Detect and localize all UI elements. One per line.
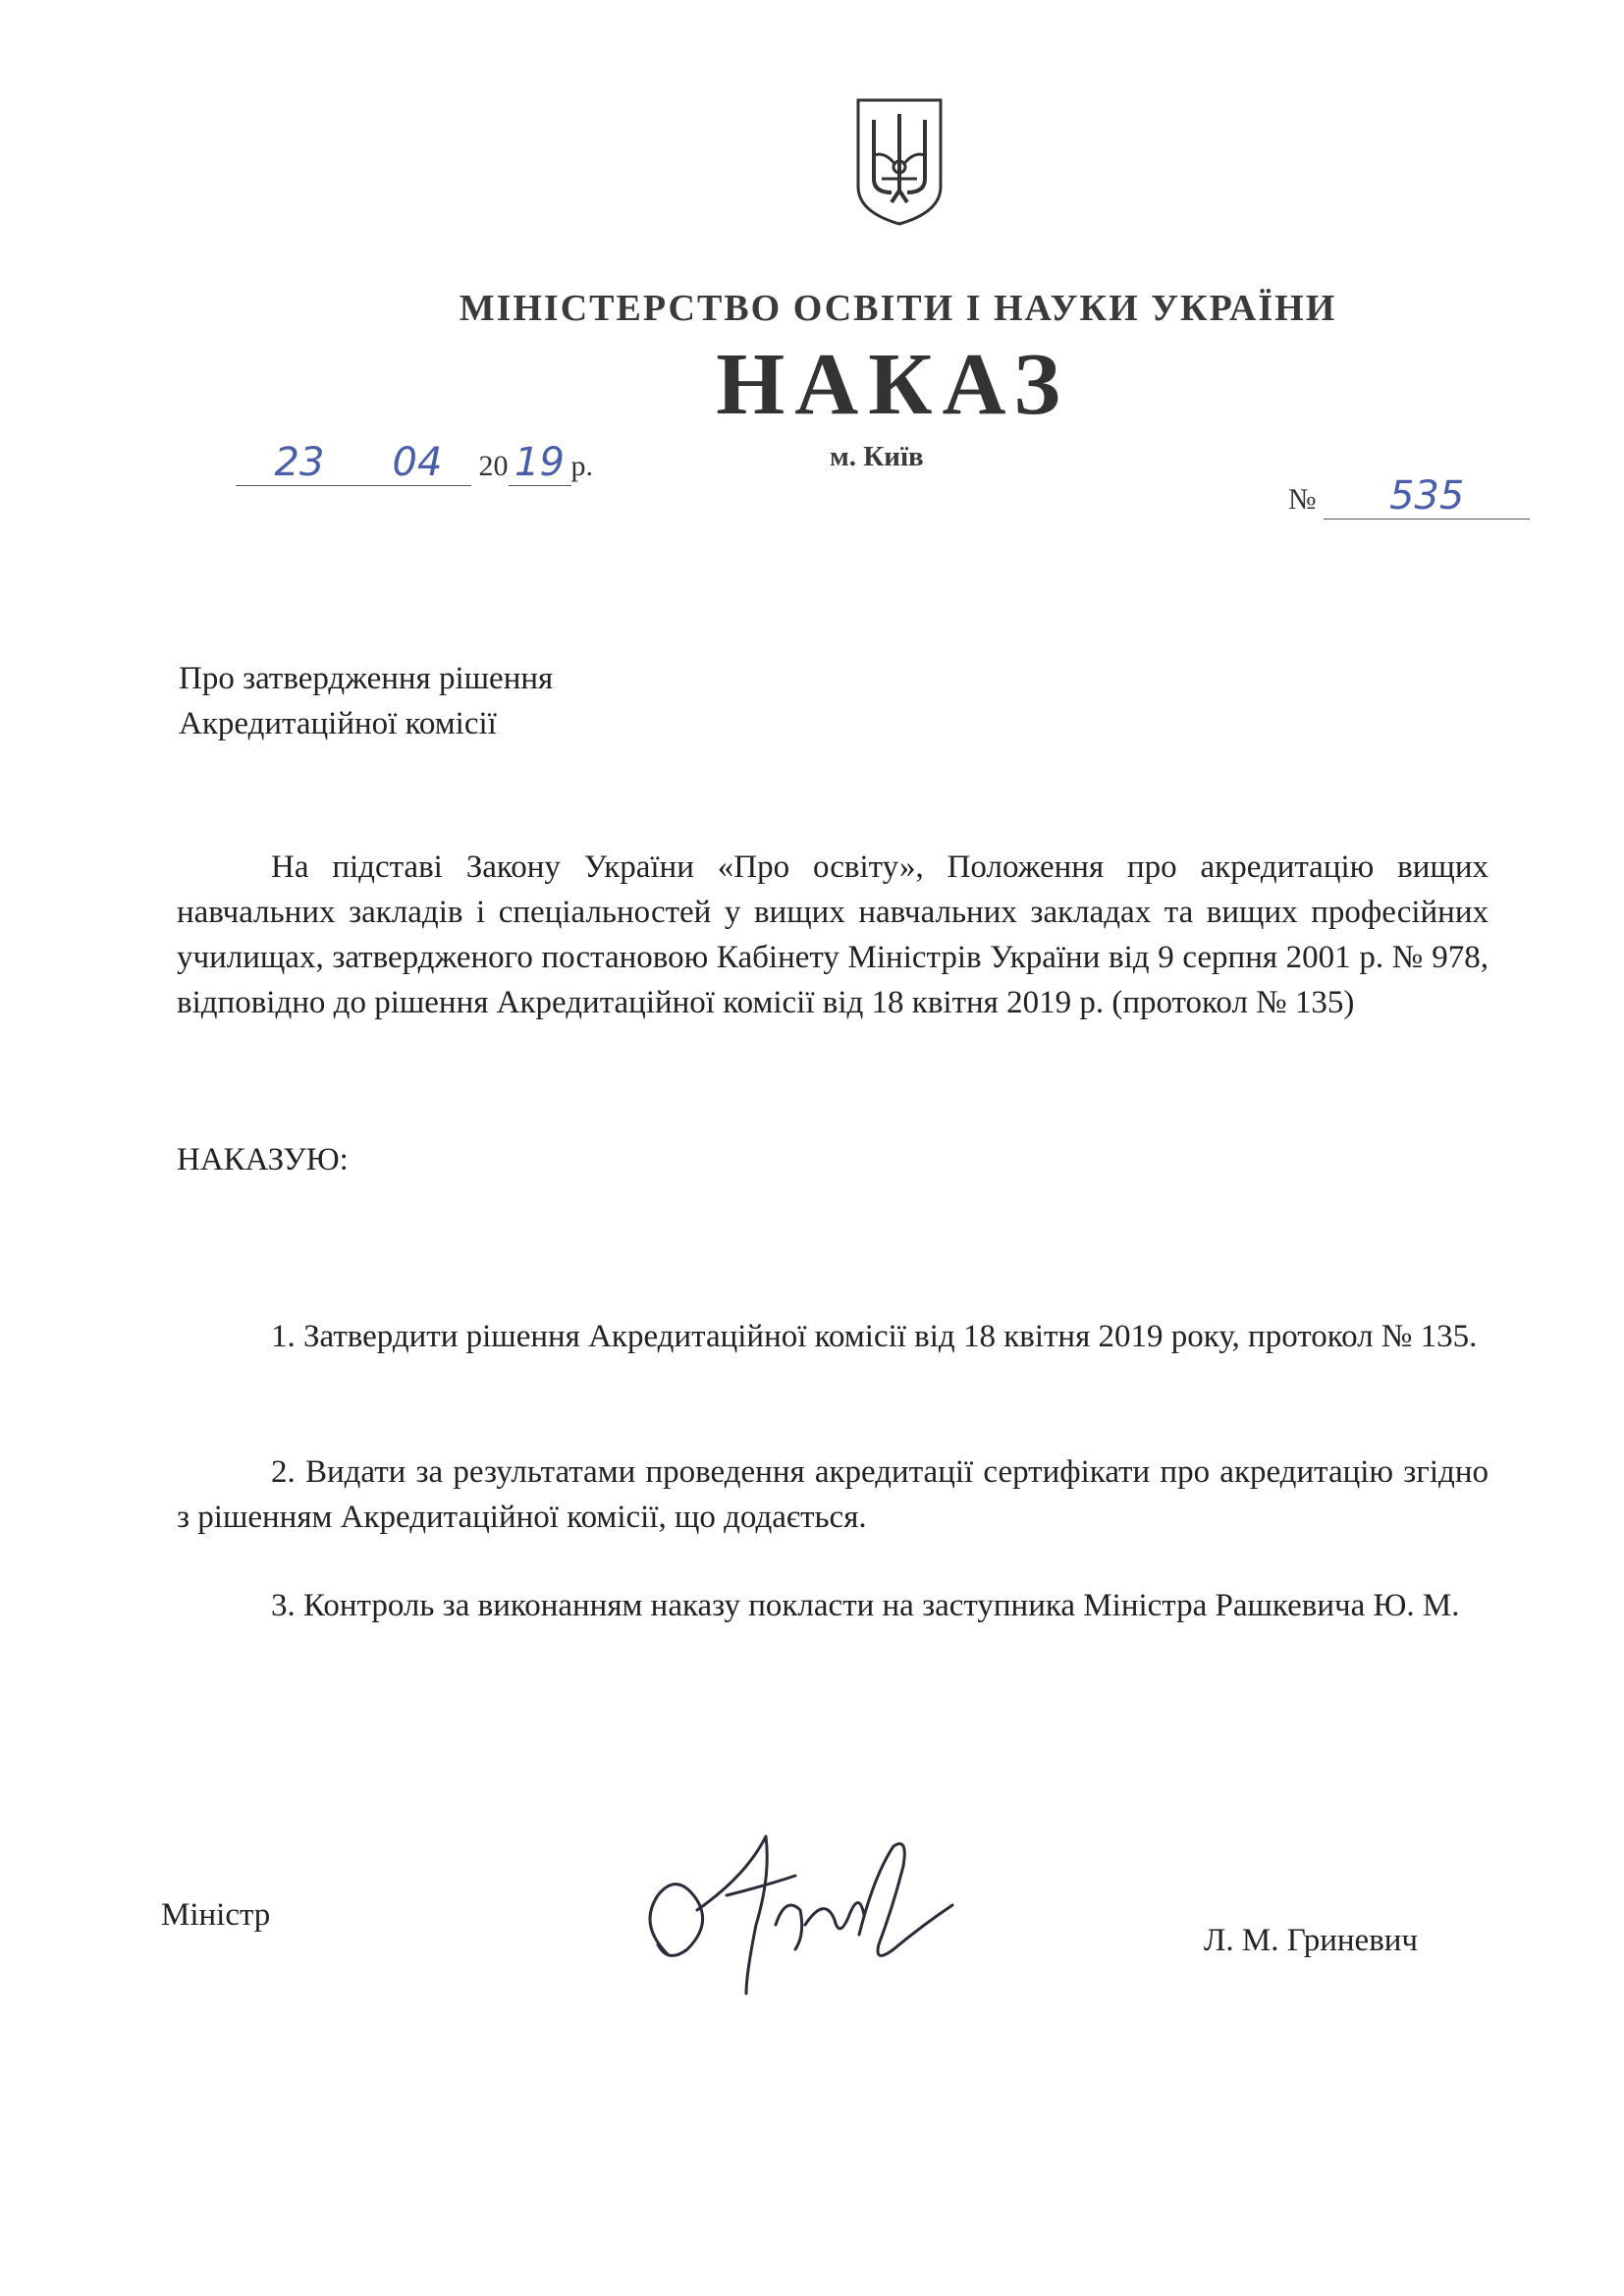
subject-line-1: Про затвердження рішення <box>179 661 554 696</box>
order-word: НАКАЗУЮ: <box>177 1142 349 1177</box>
date-line <box>236 440 593 486</box>
date-suffix: р. <box>570 450 593 482</box>
date-year: 19 <box>509 440 571 486</box>
subject-line-2: Акредитаційної комісії <box>179 706 497 741</box>
order-item-2: 2. Видати за результатами проведення акредитації сертифікати про акредитацію згідно з рішенням Акредитаційної комісії, що додається. <box>177 1454 1489 1535</box>
order-subject <box>179 656 553 746</box>
preamble-paragraph: На підставі Закону України «Про освіту», Положення про акредитацію вищих навчальних закладів і спеціальностей у вищих навчальних закладах та вищих професійних училищах, затвердженого постановою Кабінету Міністрів України від 9 серпня 2001 р. № 978, відповідно до рішення Акредитаційної комісії від 18 квітня 2019 р. (протокол № 135) <box>177 849 1489 1020</box>
handwritten-signature-icon <box>628 1817 1001 2013</box>
date-century: 20 <box>478 450 509 482</box>
order-number <box>1288 473 1530 519</box>
ministry-name: МІНІСТЕРСТВО ОСВІТИ І НАУКИ УКРАЇНИ <box>459 288 1337 329</box>
date-day: 23 <box>236 440 363 486</box>
number-value: 535 <box>1324 473 1530 519</box>
number-label: № <box>1288 483 1317 516</box>
order-item-1: 1. Затвердити рішення Акредитаційної комісії від 18 квітня 2019 року, протокол № 135. <box>271 1319 1478 1354</box>
document-type-title: НАКАЗ <box>716 336 1070 433</box>
trident-coat-of-arms-icon <box>852 96 947 228</box>
signer-position: Міністр <box>161 1897 271 1933</box>
signer-name: Л. М. Гриневич <box>1204 1923 1419 1958</box>
order-item-3: 3. Контроль за виконанням наказу покласти на заступника Міністра Рашкевича Ю. М. <box>271 1588 1460 1623</box>
date-month: 04 <box>363 440 471 486</box>
city: м. Київ <box>830 441 924 472</box>
